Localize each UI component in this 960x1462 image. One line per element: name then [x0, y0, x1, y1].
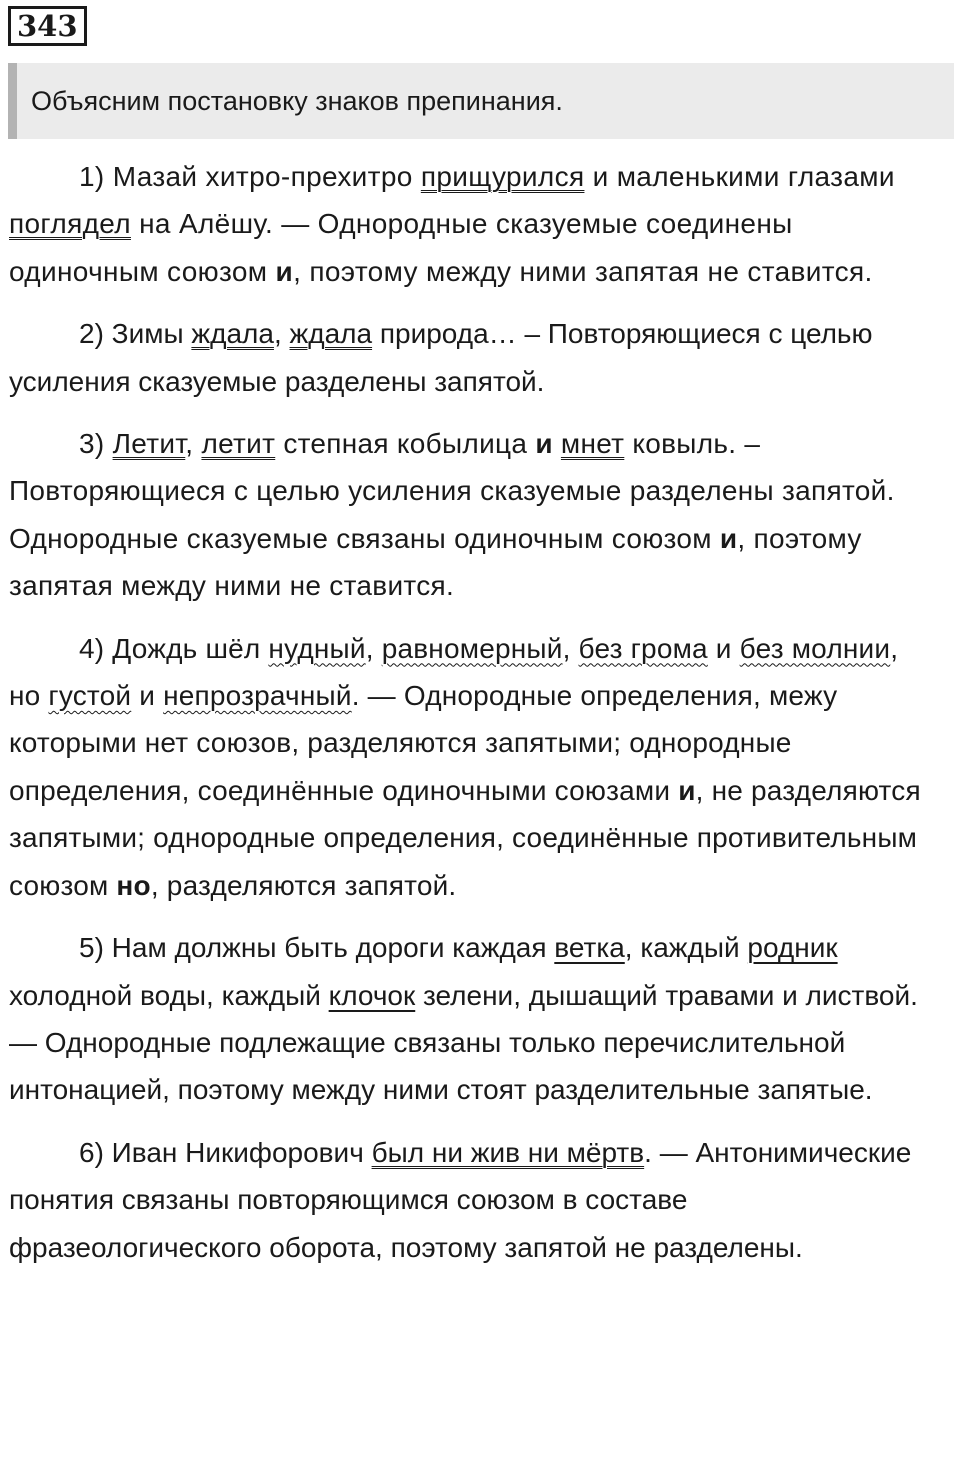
- attribute: без молнии: [739, 632, 891, 664]
- item-4: [9, 625, 934, 909]
- conjunction: и: [678, 774, 696, 806]
- answer-body: [9, 153, 934, 1286]
- intro-text: Объясним постановку знаков препинания.: [31, 86, 563, 116]
- text: , поэтому между ними запятая не ставится.: [293, 255, 873, 287]
- conjunction: и: [275, 255, 294, 287]
- conjunction: но: [116, 869, 151, 901]
- item-6: [9, 1129, 934, 1271]
- attribute: густой: [48, 680, 132, 712]
- text: . — Однородные определения, межу которыми нет союзов, разделяются запятыми; однородные определения, соединённые одиночными союзами: [9, 680, 838, 806]
- text: степная кобылица: [275, 428, 536, 460]
- subject: ветка: [554, 932, 625, 964]
- text: [553, 428, 561, 459]
- predicate: мнет: [560, 428, 625, 460]
- text: природа… – Повторяющиеся с целью усиления сказуемые разделены запятой.: [9, 318, 873, 397]
- predicate: Летит: [112, 428, 186, 460]
- text: ,: [273, 318, 290, 350]
- text: 4) Дождь шёл: [79, 632, 269, 664]
- predicate: поглядел: [9, 208, 131, 240]
- item-2: [9, 310, 934, 405]
- text: и: [131, 680, 164, 712]
- text: , но: [9, 632, 899, 712]
- item-5: [9, 924, 934, 1114]
- conjunction: и: [719, 522, 738, 554]
- attribute: нудный: [268, 632, 366, 664]
- text: 5) Нам должны быть дороги каждая: [79, 932, 555, 964]
- text: 3): [79, 428, 113, 460]
- text: и: [707, 632, 740, 664]
- item-3: [9, 420, 934, 610]
- text: ,: [562, 632, 579, 664]
- text: и маленькими глазами: [584, 161, 895, 192]
- text: , каждый: [624, 932, 748, 964]
- text: , разделяются запятой.: [150, 869, 457, 901]
- predicate: ждала: [289, 318, 373, 350]
- attribute: равномерный: [381, 632, 563, 664]
- subject: клочок: [328, 979, 416, 1011]
- text: 2) Зимы: [79, 318, 192, 350]
- predicate: был ни жив ни мёртв: [371, 1136, 645, 1168]
- predicate: летит: [201, 428, 276, 460]
- text: ,: [185, 428, 202, 460]
- text: холодной воды, каждый: [9, 979, 329, 1011]
- item-1: [9, 153, 934, 295]
- predicate: прищурился: [420, 161, 585, 192]
- intro-banner: [8, 63, 954, 139]
- subject: родник: [747, 932, 838, 964]
- predicate: ждала: [191, 318, 274, 350]
- text: . — Антонимические понятия связаны повторяющимся союзом в составе фразеологического оборота, поэтому запятой не разделены.: [9, 1136, 912, 1263]
- exercise-number: 343: [8, 6, 87, 46]
- conjunction: и: [535, 428, 553, 460]
- text: зелени, дышащий травами и листвой. — Однородные подлежащие связаны только перечислительной интонацией, поэтому между ними стоят разделительные запятые.: [9, 979, 918, 1106]
- text: 6) Иван Никифорович: [79, 1136, 372, 1168]
- text: , не разделяются запятыми; однородные определения, соединённые противительным союзом: [9, 774, 921, 901]
- text: , поэтому запятая между ними не ставится.: [9, 522, 862, 602]
- text: на Алёшу. — Однородные сказуемые соединены одиночным союзом: [9, 208, 793, 287]
- text: ковыль. – Повторяющиеся с целью усиления сказуемые разделены запятой. Однородные сказуемые связаны одиночным союзом: [9, 428, 895, 554]
- attribute: без грома: [578, 632, 708, 664]
- attribute: непрозрачный: [163, 680, 352, 712]
- text: ,: [365, 632, 382, 664]
- text: 1) Мазай хитро-прехитро: [79, 161, 421, 192]
